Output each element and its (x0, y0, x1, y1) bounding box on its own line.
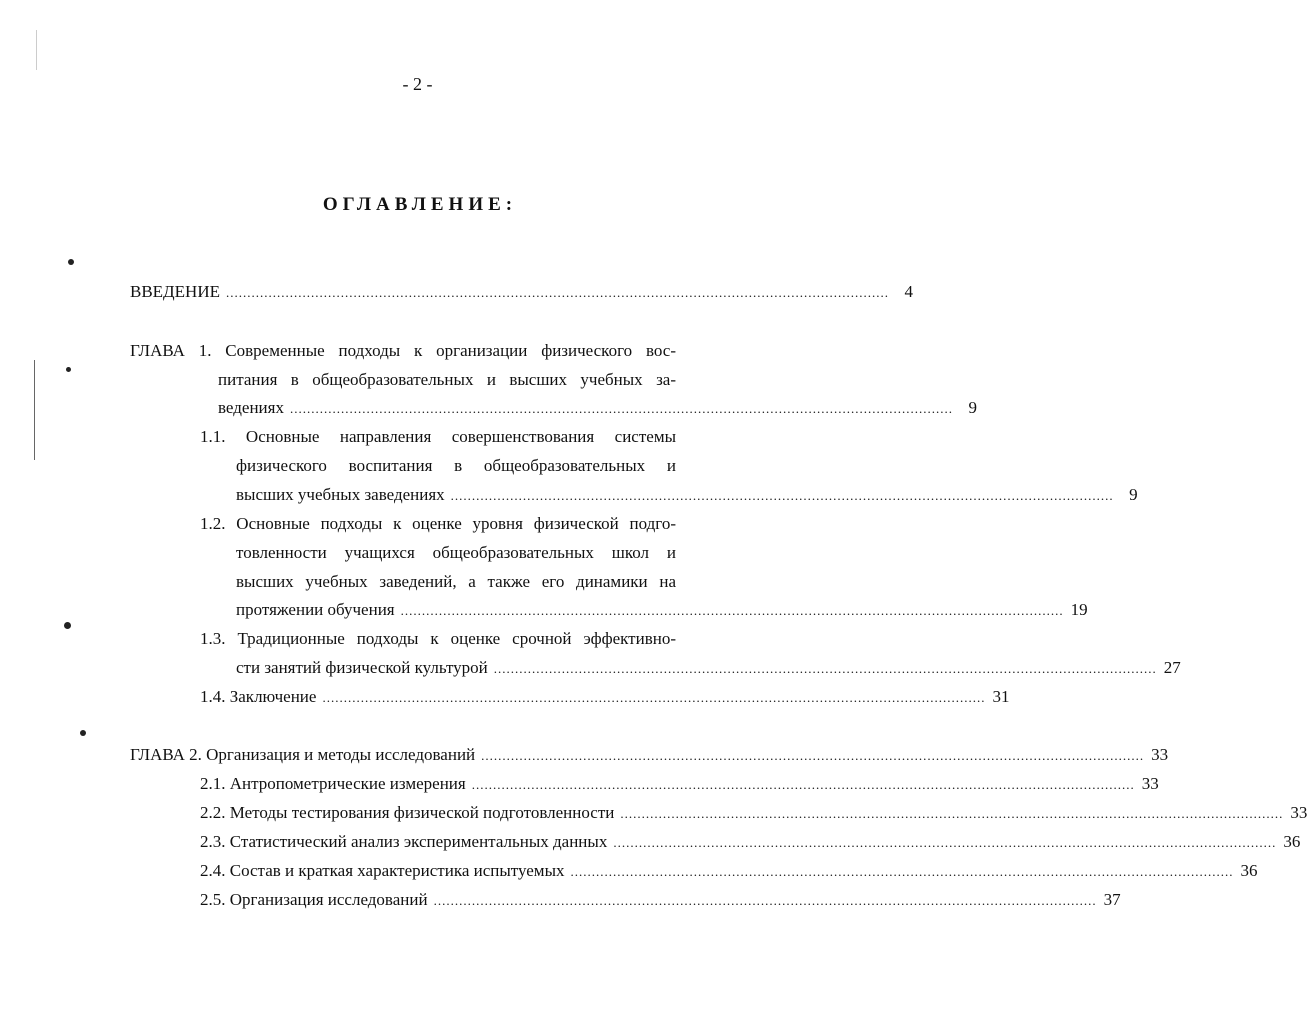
dot-leader: ............................................................................................................................................................ (620, 806, 1284, 821)
toc-entry-label: протяжении обучения (236, 600, 395, 619)
toc-entry-page: 33 (1151, 745, 1169, 764)
toc-entry-page: 31 (992, 687, 1010, 706)
toc-entry-label: ВВЕДЕНИЕ (130, 282, 220, 301)
toc-entry-page: 36 (1240, 861, 1258, 880)
toc-entry-label: 1.4. Заключение (200, 687, 317, 706)
dot-leader: ............................................................................................................................................................ (481, 748, 1145, 763)
toc-entry-page: 37 (1103, 890, 1121, 909)
toc-entry-page: 33 (1290, 803, 1307, 822)
chapter1-title-line1: ГЛАВА 1. Современные подходы к организации физического вос- (130, 341, 676, 360)
toc-entry-section-1-3 (236, 658, 1181, 679)
toc-entry-section-2-1 (200, 774, 1159, 795)
toc-entry-page: 33 (1141, 774, 1159, 793)
toc-entry-page: 19 (1070, 600, 1088, 619)
toc-entry-label: высших учебных заведениях (236, 485, 445, 504)
toc-entry-section-1-2 (236, 600, 1088, 621)
toc-entry-page: 9 (1129, 485, 1138, 504)
toc-entry-label: сти занятий физической культурой (236, 658, 488, 677)
scan-speck (80, 730, 86, 736)
section-1-1-line1: 1.1. Основные направления совершенствования системы (200, 427, 676, 446)
dot-leader: ............................................................................................................................................................ (400, 603, 1064, 618)
dot-leader: ............................................................................................................................................................ (450, 488, 1114, 503)
dot-leader: ............................................................................................................................................................ (613, 835, 1277, 850)
toc-entry-label: 2.3. Статистический анализ экспериментальных данных (200, 832, 608, 851)
toc-entry-label: ГЛАВА 2. Организация и методы исследований (130, 745, 476, 764)
toc-entry-page: 36 (1283, 832, 1301, 851)
dot-leader: ............................................................................................................................................................ (225, 285, 889, 300)
toc-entry-page: 9 (968, 398, 977, 417)
toc-title: ОГЛАВЛЕНИЕ: (322, 194, 518, 215)
toc-entry-section-1-1 (236, 485, 1138, 506)
toc-entry-section-2-5 (200, 890, 1121, 911)
toc-entry-section-2-4 (200, 861, 1258, 882)
toc-entry-chapter1 (218, 398, 977, 419)
section-1-2-line2: товленности учащихся общеобразовательных школ и (236, 543, 676, 562)
chapter1-title-line2: питания в общеобразовательных и высших учебных за- (218, 370, 676, 389)
dot-leader: ............................................................................................................................................................ (289, 401, 953, 416)
dot-leader: ............................................................................................................................................................ (493, 661, 1157, 676)
toc-entry-section-2-3 (200, 832, 1301, 853)
toc-entry-label: 2.1. Антропометрические измерения (200, 774, 466, 793)
scan-margin-line (36, 30, 37, 70)
section-1-2-line3: высших учебных заведений, а также его динамики на (236, 572, 676, 591)
section-1-2-line1: 1.2. Основные подходы к оценке уровня физической подго- (200, 514, 676, 533)
toc-entry-intro (130, 282, 913, 303)
toc-entry-label: 2.5. Организация исследований (200, 890, 428, 909)
scan-speck (64, 622, 71, 629)
toc-entry-section-2-2 (200, 803, 1307, 824)
section-1-1-line2: физического воспитания в общеобразовательных и (236, 456, 676, 475)
toc-entry-label: 2.4. Состав и краткая характеристика испытуемых (200, 861, 565, 880)
dot-leader: ............................................................................................................................................................ (322, 690, 986, 705)
scan-margin-line (34, 360, 35, 460)
scan-speck (68, 259, 74, 265)
dot-leader: ............................................................................................................................................................ (471, 777, 1135, 792)
dot-leader: ............................................................................................................................................................ (570, 864, 1234, 879)
dot-leader: ............................................................................................................................................................ (433, 893, 1097, 908)
toc-entry-page: 27 (1163, 658, 1181, 677)
toc-entry-label: 2.2. Методы тестирования физической подготовленности (200, 803, 615, 822)
page-number: - 2 - (402, 74, 433, 94)
toc-entry-chapter2 (130, 745, 1169, 766)
toc-entry-section-1-4 (200, 687, 1010, 708)
toc-entry-label: ведениях (218, 398, 284, 417)
section-1-3-line1: 1.3. Традиционные подходы к оценке срочной эффективно- (200, 629, 676, 648)
scan-speck (66, 367, 71, 372)
toc-entry-page: 4 (904, 282, 913, 301)
